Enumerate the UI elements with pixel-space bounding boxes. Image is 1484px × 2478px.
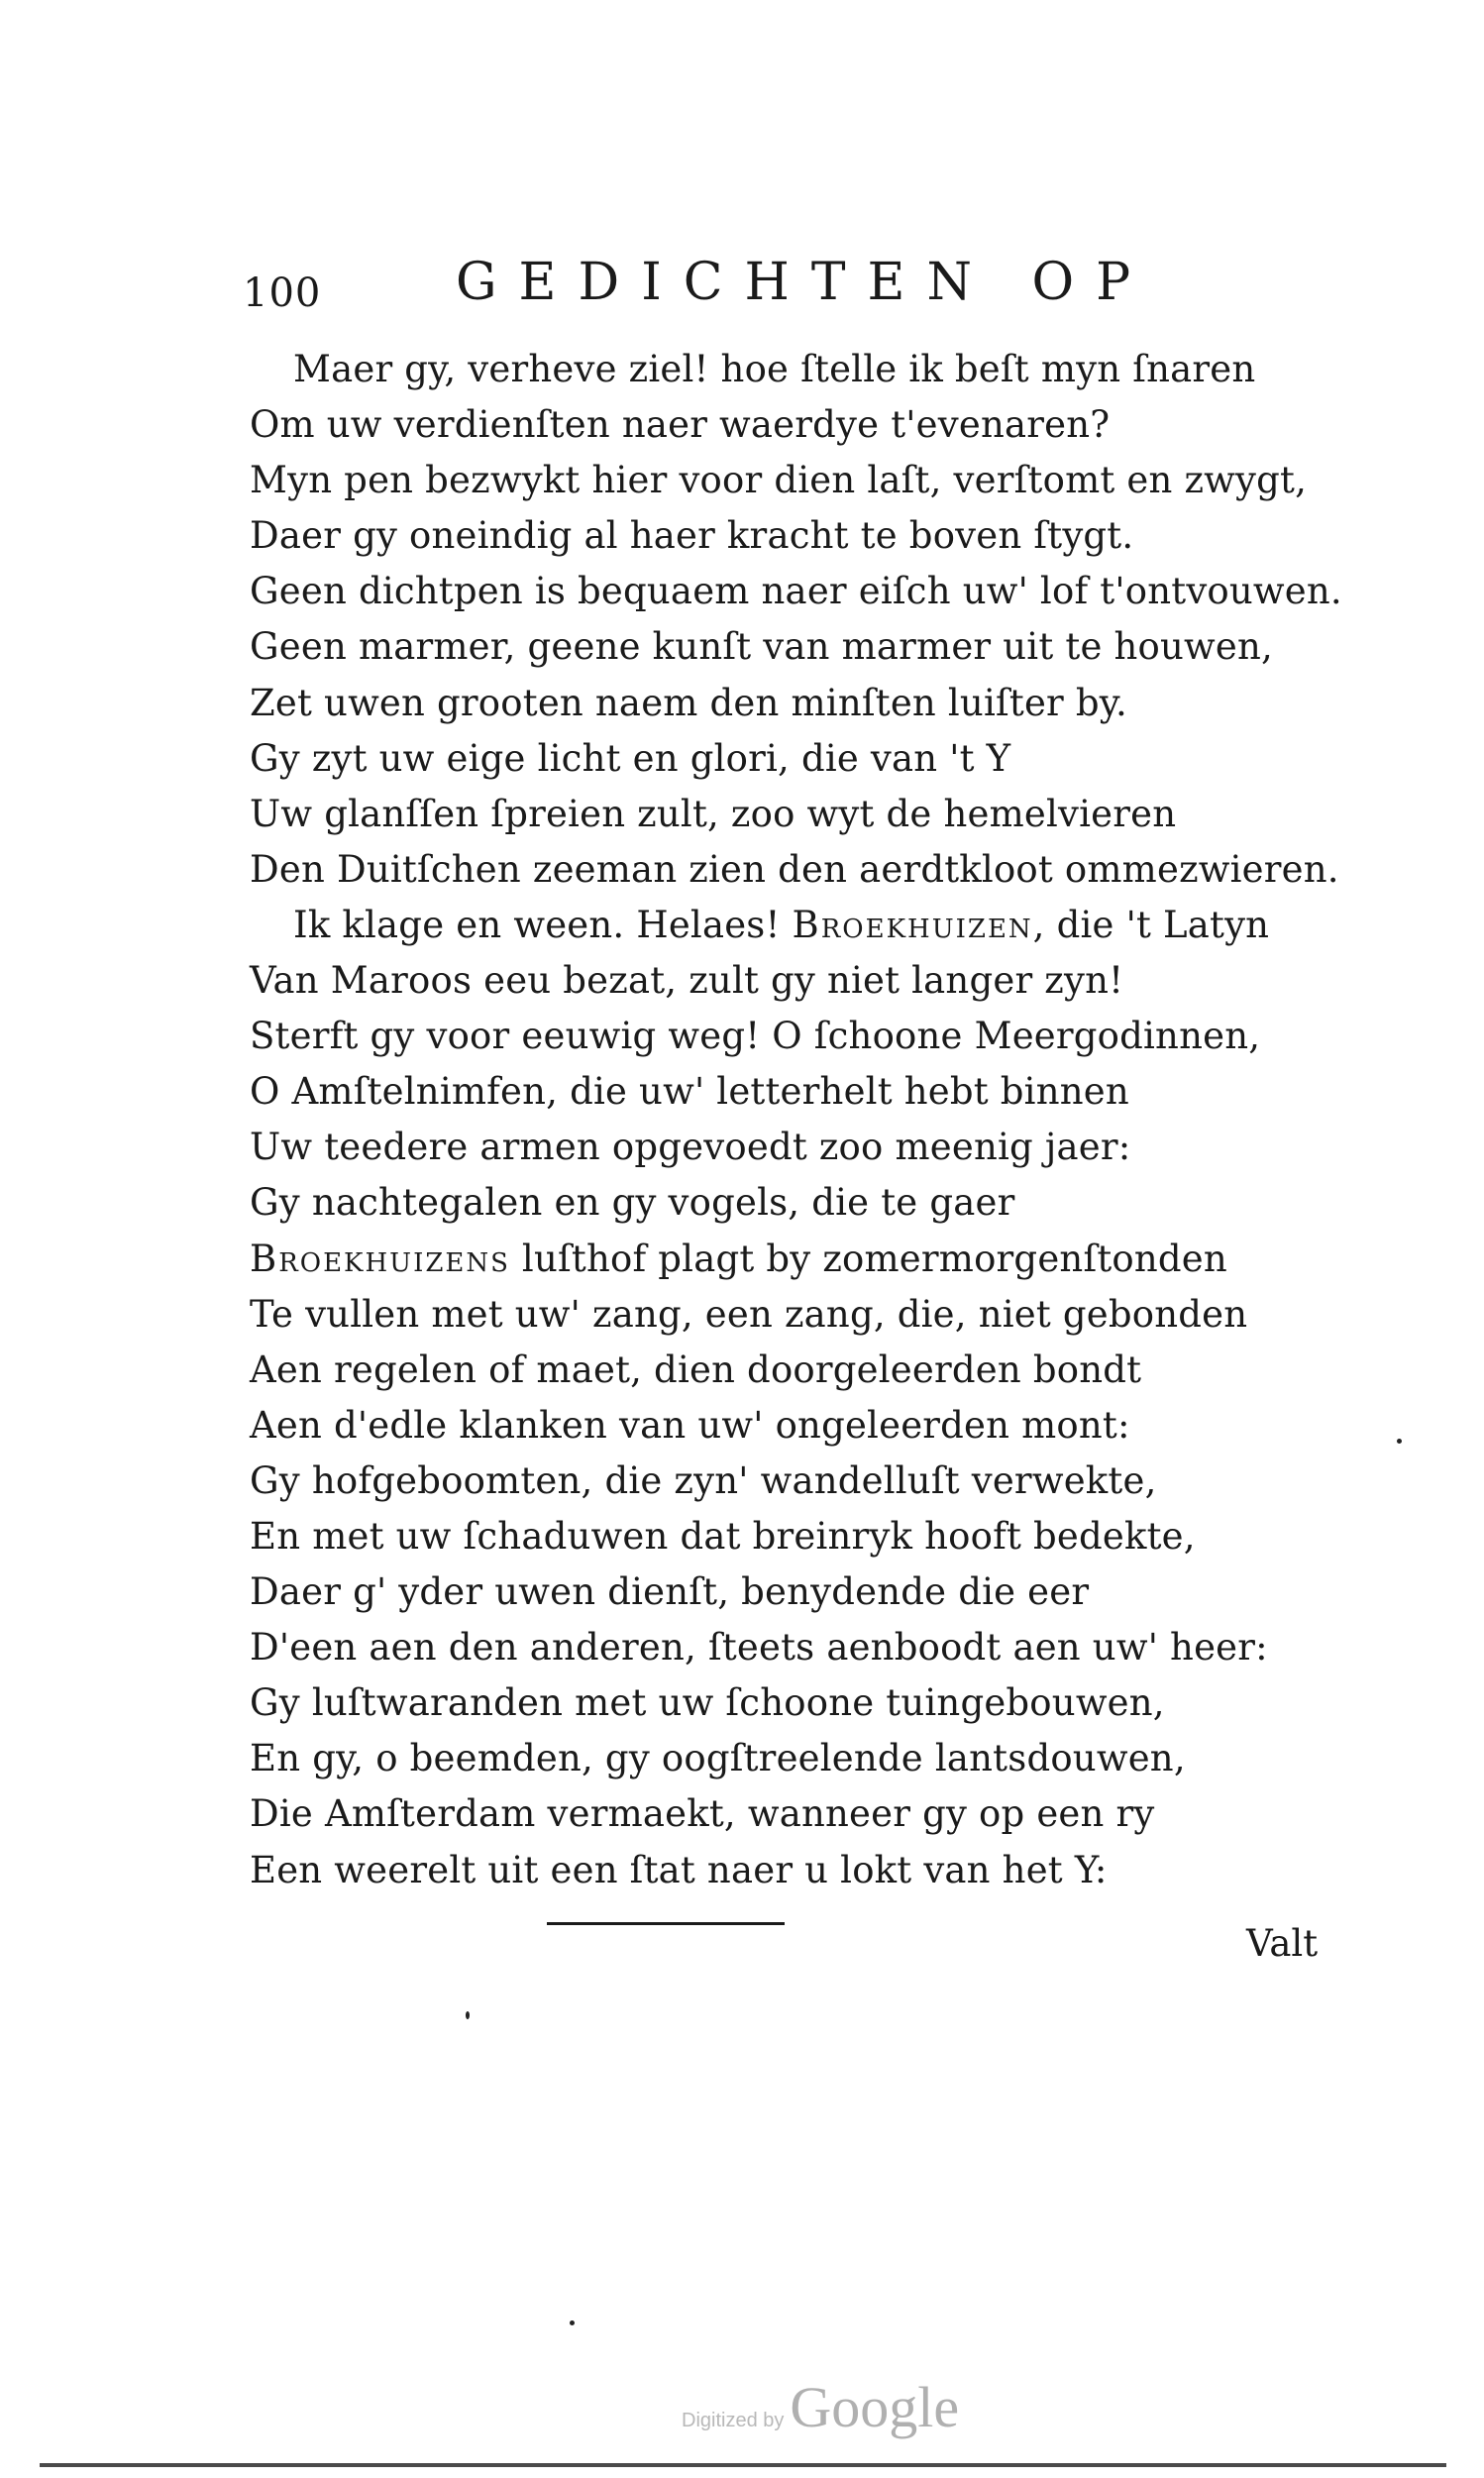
poem-line: Aen regelen of maet, dien doorgeleerden bondt <box>250 1347 1142 1391</box>
poem-line <box>250 898 1339 953</box>
ink-speck <box>570 2320 575 2325</box>
ink-speck <box>1397 1439 1402 1444</box>
poem-line: Om uw verdienſten naer waerdye t'evenaren? <box>250 403 1111 447</box>
poem-line: Maer gy, verheve ziel! hoe ſtelle ik beſt myn ſnaren <box>293 348 1256 390</box>
poem-line: Myn pen bezwykt hier voor dien laſt, verſtomt en zwygt, <box>250 459 1308 502</box>
poem-line: D'een aen den anderen, ſteets aenboodt aen uw' heer: <box>250 1626 1268 1670</box>
poem-line: Te vullen met uw' zang, een zang, die, niet gebonden <box>250 1292 1248 1336</box>
line-text: , die 't Latyn <box>1032 903 1270 946</box>
poem-line: Gy hofgeboomten, die zyn' wandelluſt verwekte, <box>250 1458 1157 1502</box>
poem-line: Daer gy oneindig al haer kracht te boven ſtygt. <box>250 514 1134 558</box>
poem-line: Uw teedere armen opgevoedt zoo meenig jaer: <box>250 1126 1131 1169</box>
line-text: luſthof plagt by zomermorgenſtonden <box>509 1237 1227 1280</box>
poem-line: Gy nachtegalen en gy vogels, die te gaer <box>250 1181 1015 1225</box>
poem-line: Geen dichtpen is bequaem naer eiſch uw' lof t'ontvouwen. <box>250 570 1342 613</box>
poem-line: Die Amſterdam vermaekt, wanneer gy op een ry <box>250 1792 1155 1836</box>
google-logo: Google <box>790 2375 960 2439</box>
watermark-prefix: Digitized by <box>682 2410 785 2431</box>
poem-line: En met uw ſchaduwen dat breinryk hooft bedekte, <box>250 1514 1196 1558</box>
poem-line: Uw glanſſen ſpreien zult, zoo wyt de hemelvieren <box>250 792 1177 835</box>
page-number: 100 <box>243 270 322 316</box>
poem-line: Den Duitſchen zeeman zien den aerdtkloot ommezwieren. <box>250 847 1339 891</box>
person-name: Broekhuizen <box>792 903 1033 946</box>
poem-line: Geen marmer, geene kunſt van marmer uit te houwen, <box>250 625 1273 669</box>
poem-line: Daer g' yder uwen dienſt, benydende die eer <box>250 1570 1090 1614</box>
line-text: Ik klage en ween. Helaes! <box>293 903 793 946</box>
page-bottom-edge <box>40 2463 1446 2467</box>
person-name: Broekhuizens <box>250 1237 510 1280</box>
poem-line: Aen d'edle klanken van uw' ongeleerden mont: <box>250 1403 1130 1447</box>
catchword: Valt <box>1246 1922 1319 1965</box>
poem-line: O Amſtelnimfen, die uw' letterhelt hebt binnen <box>250 1070 1129 1114</box>
poem-line: Van Maroos eeu bezat, zult gy niet langer zyn! <box>250 959 1124 1003</box>
poem-line: Gy zyt uw eige licht en glori, die van 't Y <box>250 736 1011 780</box>
page-header <box>243 253 1153 322</box>
digitized-watermark <box>682 2374 999 2443</box>
poem-line <box>250 1232 1339 1287</box>
poem-line: Zet uwen grooten naem den minſten luiſter by. <box>250 681 1127 724</box>
poem-text <box>250 342 1342 1898</box>
poem-line: En gy, o beemden, gy oogſtreelende lantsdouwen, <box>250 1737 1186 1780</box>
section-rule <box>547 1922 785 1925</box>
poem-line: Gy luſtwaranden met uw ſchoone tuingebouwen, <box>250 1681 1165 1725</box>
ink-speck <box>466 2011 470 2019</box>
poem-line: Sterft gy voor eeuwig weg! O ſchoone Meergodinnen, <box>250 1015 1261 1058</box>
poem-line: Een weerelt uit een ſtat naer u lokt van het Y: <box>250 1848 1108 1891</box>
running-head: GEDICHTEN OP <box>456 253 1153 312</box>
